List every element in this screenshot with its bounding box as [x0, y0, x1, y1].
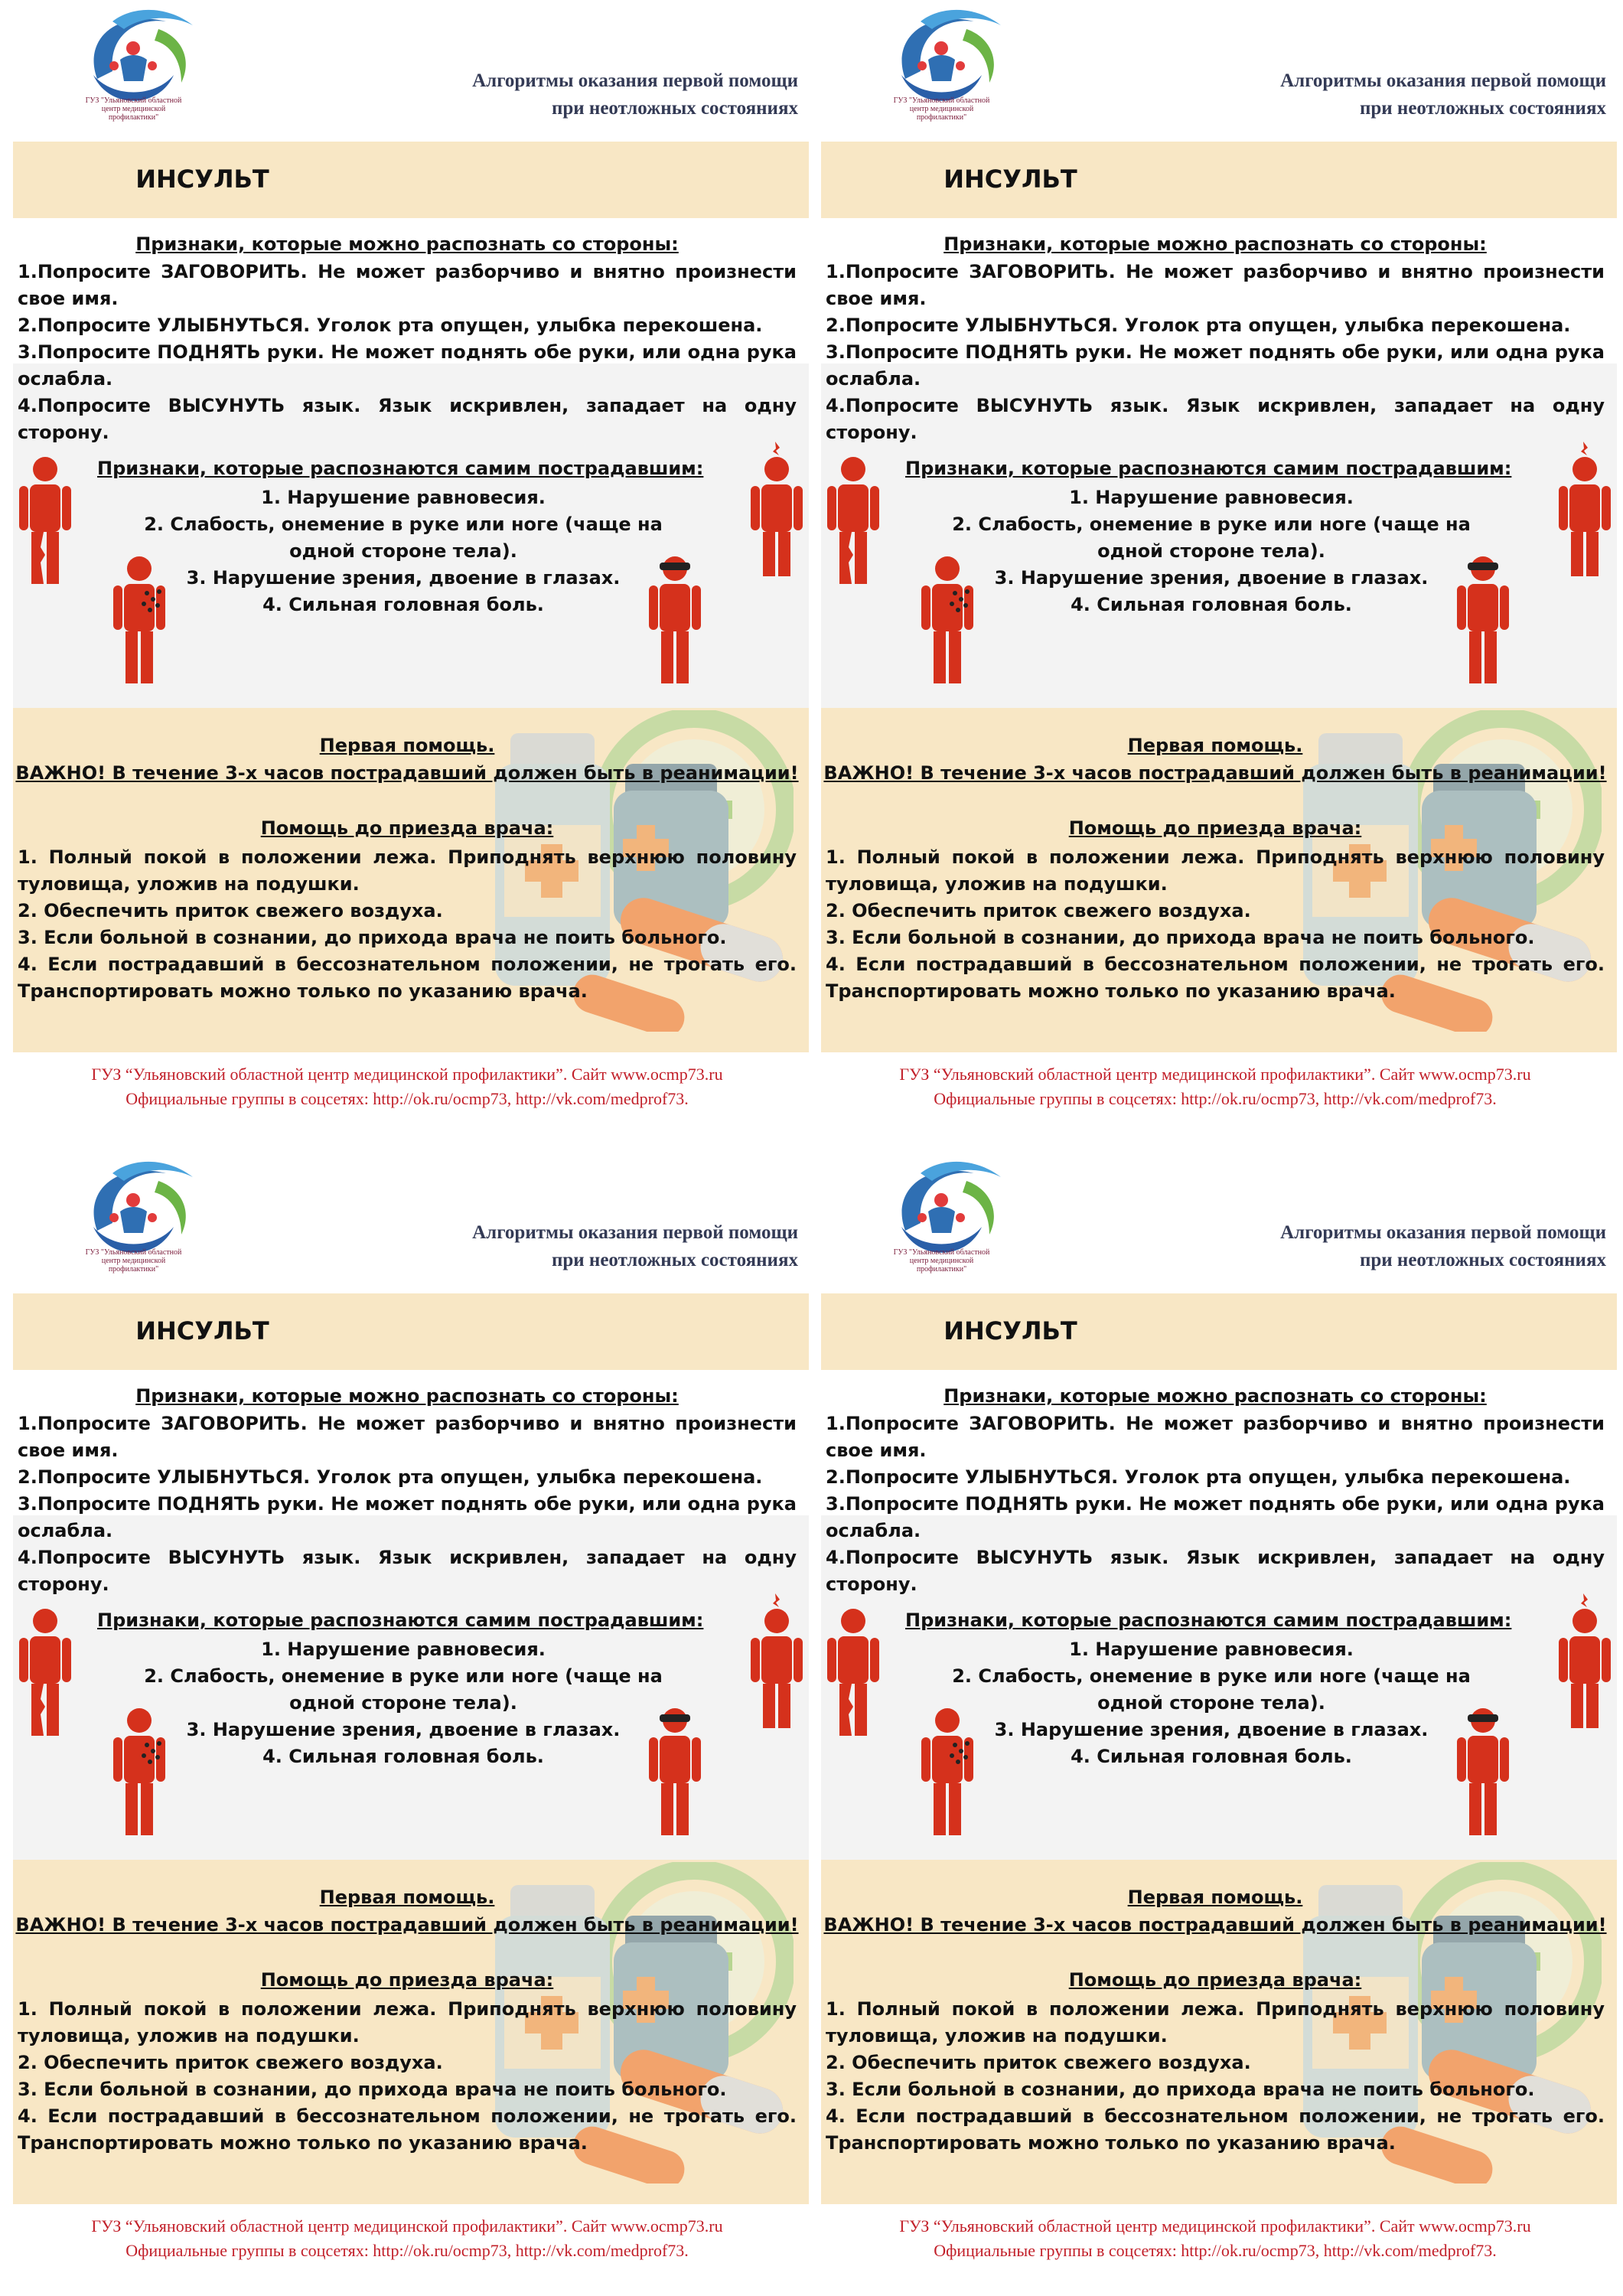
list-item: 4.Попросите ВЫСУНУТЬ язык. Язык искривлен, западает на одну сторону.	[826, 1547, 1605, 1595]
leaflet-card	[13, 1152, 809, 2288]
first-aid-title: Первая помощь.	[319, 1887, 495, 1908]
external-signs-title: Признаки, которые можно распознать со стороны:	[135, 233, 679, 255]
list-item: 4. Если пострадавший в бессознательном положении, не трогать его. Транспортировать можно только по указанию врача.	[18, 2105, 797, 2154]
external-signs-title: Признаки, которые можно распознать со стороны:	[943, 1385, 1487, 1407]
list-item: 3. Если больной в сознании, до прихода врача не поить больного.	[18, 2079, 727, 2100]
before-doctor-title: Помощь до приезда врача:	[260, 817, 554, 839]
first-aid-list	[18, 1996, 797, 2157]
header-title	[472, 67, 798, 122]
list-item: 1. Полный покой в положении лежа. Приподнять верхнюю половину туловища, уложив на подушки.	[18, 1998, 797, 2047]
list-item: 4.Попросите ВЫСУНУТЬ язык. Язык искривлен, западает на одну сторону.	[826, 395, 1605, 443]
list-item: 3. Если больной в сознании, до прихода врача не поить больного.	[826, 927, 1535, 948]
header-title-line2: при неотложных состояниях	[551, 98, 798, 119]
organization-logo	[67, 6, 200, 129]
external-signs-list	[826, 1411, 1605, 1598]
victim-signs-list	[921, 484, 1502, 618]
list-item: 1. Полный покой в положении лежа. Приподнять верхнюю половину туловища, уложив на подушки.	[826, 846, 1605, 895]
dizzy-person-icon	[824, 1607, 882, 1737]
list-item: 1.Попросите ЗАГОВОРИТЬ. Не может разборчиво и внятно произнести свое имя.	[18, 1413, 797, 1461]
list-item: 4. Если пострадавший в бессознательном положении, не трогать его. Транспортировать можно только по указанию врача.	[18, 954, 797, 1002]
victim-signs-title: Признаки, которые распознаются самим пострадавшим:	[905, 1609, 1512, 1631]
list-item: 2. Обеспечить приток свежего воздуха.	[826, 2052, 1251, 2073]
organization-logo	[875, 6, 1009, 129]
external-signs-title: Признаки, которые можно распознать со стороны:	[135, 1385, 679, 1407]
list-item: 1.Попросите ЗАГОВОРИТЬ. Не может разборчиво и внятно произнести свое имя.	[18, 261, 797, 309]
victim-signs-title: Признаки, которые распознаются самим пострадавшим:	[905, 458, 1512, 479]
list-item: 2.Попросите УЛЫБНУТЬСЯ. Уголок рта опущен, улыбка перекошена.	[826, 1466, 1571, 1488]
list-item: 4.Попросите ВЫСУНУТЬ язык. Язык искривлен, западает на одну сторону.	[18, 395, 797, 443]
list-item: 1. Полный покой в положении лежа. Приподнять верхнюю половину туловища, уложив на подушки.	[18, 846, 797, 895]
header-title-line2: при неотложных состояниях	[551, 1250, 798, 1270]
organization-logo	[875, 1158, 1009, 1280]
list-item: 4. Сильная головная боль.	[1071, 1746, 1352, 1767]
header-title-line1: Алгоритмы оказания первой помощи	[1280, 70, 1606, 91]
list-item: 1. Полный покой в положении лежа. Приподнять верхнюю половину туловища, уложив на подушки.	[826, 1998, 1605, 2047]
header-title-line1: Алгоритмы оказания первой помощи	[472, 70, 798, 91]
list-item: 3.Попросите ПОДНЯТЬ руки. Не может поднять обе руки, или одна рука ослабла.	[18, 1493, 797, 1541]
topic-title: ИНСУЛЬТ	[943, 165, 1077, 194]
header-title	[1280, 67, 1606, 122]
list-item: 1. Нарушение равновесия.	[1069, 1639, 1354, 1660]
list-item: 3.Попросите ПОДНЯТЬ руки. Не может поднять обе руки, или одна рука ослабла.	[826, 1493, 1605, 1541]
leaflet-card	[821, 1152, 1617, 2288]
topic-title: ИНСУЛЬТ	[135, 165, 269, 194]
list-item: 2. Слабость, онемение в руке или ноге (чаще на одной стороне тела).	[952, 1665, 1471, 1714]
card-footer	[13, 2214, 801, 2263]
list-item: 4. Сильная головная боль.	[1071, 594, 1352, 615]
external-signs-list	[826, 259, 1605, 446]
victim-signs-title: Признаки, которые распознаются самим пострадавшим:	[97, 1609, 704, 1631]
list-item: 2. Слабость, онемение в руке или ноге (чаще на одной стороне тела).	[144, 1665, 663, 1714]
card-footer	[821, 1062, 1609, 1111]
card-header	[821, 1152, 1617, 1293]
victim-signs-title: Признаки, которые распознаются самим пострадавшим:	[97, 458, 704, 479]
list-item: 3. Если больной в сознании, до прихода врача не поить больного.	[18, 927, 727, 948]
logo-caption: ГУЗ "Ульяновский областной центр медицинской профилактики"	[85, 96, 182, 122]
logo-caption: ГУЗ "Ульяновский областной центр медицинской профилактики"	[893, 96, 990, 122]
victim-signs-list	[921, 1636, 1502, 1770]
before-doctor-title: Помощь до приезда врача:	[1068, 1969, 1362, 1991]
before-doctor-title: Помощь до приезда врача:	[260, 1969, 554, 1991]
external-signs-list	[18, 1411, 797, 1598]
list-item: 1. Нарушение равновесия.	[1069, 487, 1354, 508]
first-aid-list	[826, 1996, 1605, 2157]
list-item: 3. Если больной в сознании, до прихода врача не поить больного.	[826, 2079, 1535, 2100]
first-aid-title: Первая помощь.	[319, 735, 495, 756]
footer-line2: Официальные группы в соцсетях: http://ok.ru/ocmp73, http://vk.com/medprof73.	[934, 1089, 1497, 1108]
list-item: 4.Попросите ВЫСУНУТЬ язык. Язык искривлен, западает на одну сторону.	[18, 1547, 797, 1595]
list-item: 2. Обеспечить приток свежего воздуха.	[826, 900, 1251, 921]
list-item: 2. Обеспечить приток свежего воздуха.	[18, 2052, 443, 2073]
logo-caption: ГУЗ "Ульяновский областной центр медицинской профилактики"	[893, 1248, 990, 1274]
important-note: ВАЖНО! В течение 3-х часов пострадавший должен быть в реанимации!	[15, 1914, 799, 1936]
list-item: 1.Попросите ЗАГОВОРИТЬ. Не может разборчиво и внятно произнести свое имя.	[826, 261, 1605, 309]
headache-person-icon	[1556, 1592, 1614, 1730]
footer-line1: ГУЗ “Ульяновский областной центр медицинской профилактики”. Сайт www.ocmp73.ru	[91, 2216, 723, 2236]
important-note: ВАЖНО! В течение 3-х часов пострадавший должен быть в реанимации!	[823, 1914, 1607, 1936]
list-item: 2.Попросите УЛЫБНУТЬСЯ. Уголок рта опущен, улыбка перекошена.	[18, 1466, 763, 1488]
first-aid-list	[18, 844, 797, 1005]
dizzy-person-icon	[16, 455, 74, 585]
list-item: 3. Нарушение зрения, двоение в глазах.	[186, 567, 621, 589]
list-item: 4. Сильная головная боль.	[262, 594, 544, 615]
header-title-line2: при неотложных состояниях	[1359, 98, 1606, 119]
leaflet-card	[821, 0, 1617, 1137]
footer-line2: Официальные группы в соцсетях: http://ok.ru/ocmp73, http://vk.com/medprof73.	[125, 1089, 689, 1108]
list-item: 3. Нарушение зрения, двоение в глазах.	[994, 1719, 1429, 1740]
footer-line1: ГУЗ “Ульяновский областной центр медицинской профилактики”. Сайт www.ocmp73.ru	[899, 1065, 1531, 1084]
logo-caption: ГУЗ "Ульяновский областной центр медицинской профилактики"	[85, 1248, 182, 1274]
list-item: 1. Нарушение равновесия.	[261, 1639, 546, 1660]
list-item: 2. Слабость, онемение в руке или ноге (чаще на одной стороне тела).	[952, 514, 1471, 562]
list-item: 4. Сильная головная боль.	[262, 1746, 544, 1767]
card-header	[821, 0, 1617, 142]
headache-person-icon	[748, 1592, 806, 1730]
list-item: 2. Обеспечить приток свежего воздуха.	[18, 900, 443, 921]
before-doctor-title: Помощь до приезда врача:	[1068, 817, 1362, 839]
footer-line2: Официальные группы в соцсетях: http://ok.ru/ocmp73, http://vk.com/medprof73.	[125, 2241, 689, 2260]
list-item: 2.Попросите УЛЫБНУТЬСЯ. Уголок рта опущен, улыбка перекошена.	[826, 315, 1571, 336]
leaflet-card	[13, 0, 809, 1137]
list-item: 3. Нарушение зрения, двоение в глазах.	[994, 567, 1429, 589]
first-aid-title: Первая помощь.	[1127, 1887, 1303, 1908]
header-title-line1: Алгоритмы оказания первой помощи	[472, 1222, 798, 1243]
external-signs-list	[18, 259, 797, 446]
first-aid-list	[826, 844, 1605, 1005]
footer-line2: Официальные группы в соцсетях: http://ok.ru/ocmp73, http://vk.com/medprof73.	[934, 2241, 1497, 2260]
important-note: ВАЖНО! В течение 3-х часов пострадавший должен быть в реанимации!	[823, 762, 1607, 784]
list-item: 3. Нарушение зрения, двоение в глазах.	[186, 1719, 621, 1740]
victim-signs-list	[112, 484, 694, 618]
list-item: 3.Попросите ПОДНЯТЬ руки. Не может поднять обе руки, или одна рука ослабла.	[826, 341, 1605, 390]
card-footer	[13, 1062, 801, 1111]
list-item: 4. Если пострадавший в бессознательном положении, не трогать его. Транспортировать можно только по указанию врача.	[826, 954, 1605, 1002]
dizzy-person-icon	[824, 455, 882, 585]
list-item: 1. Нарушение равновесия.	[261, 487, 546, 508]
external-signs-title: Признаки, которые можно распознать со стороны:	[943, 233, 1487, 255]
card-header	[13, 0, 809, 142]
list-item: 2.Попросите УЛЫБНУТЬСЯ. Уголок рта опущен, улыбка перекошена.	[18, 315, 763, 336]
header-title	[1280, 1219, 1606, 1274]
list-item: 2. Слабость, онемение в руке или ноге (чаще на одной стороне тела).	[144, 514, 663, 562]
organization-logo	[67, 1158, 200, 1280]
list-item: 4. Если пострадавший в бессознательном положении, не трогать его. Транспортировать можно только по указанию врача.	[826, 2105, 1605, 2154]
victim-signs-list	[112, 1636, 694, 1770]
dizzy-person-icon	[16, 1607, 74, 1737]
header-title-line1: Алгоритмы оказания первой помощи	[1280, 1222, 1606, 1243]
footer-line1: ГУЗ “Ульяновский областной центр медицинской профилактики”. Сайт www.ocmp73.ru	[899, 2216, 1531, 2236]
header-title-line2: при неотложных состояниях	[1359, 1250, 1606, 1270]
header-title	[472, 1219, 798, 1274]
topic-title: ИНСУЛЬТ	[135, 1316, 269, 1345]
headache-person-icon	[748, 440, 806, 578]
card-footer	[821, 2214, 1609, 2263]
first-aid-title: Первая помощь.	[1127, 735, 1303, 756]
topic-title: ИНСУЛЬТ	[943, 1316, 1077, 1345]
card-header	[13, 1152, 809, 1293]
footer-line1: ГУЗ “Ульяновский областной центр медицинской профилактики”. Сайт www.ocmp73.ru	[91, 1065, 723, 1084]
list-item: 3.Попросите ПОДНЯТЬ руки. Не может поднять обе руки, или одна рука ослабла.	[18, 341, 797, 390]
list-item: 1.Попросите ЗАГОВОРИТЬ. Не может разборчиво и внятно произнести свое имя.	[826, 1413, 1605, 1461]
important-note: ВАЖНО! В течение 3-х часов пострадавший должен быть в реанимации!	[15, 762, 799, 784]
headache-person-icon	[1556, 440, 1614, 578]
